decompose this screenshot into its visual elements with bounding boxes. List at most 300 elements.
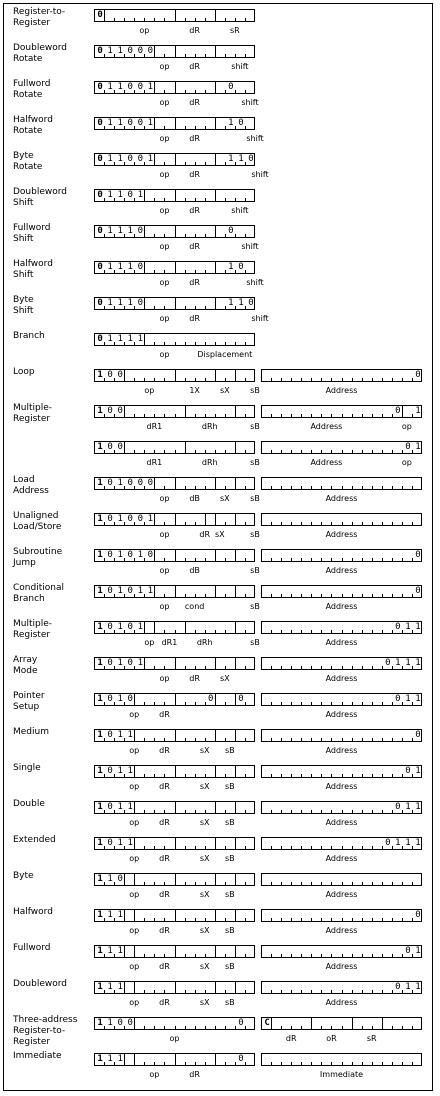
bit-tick — [321, 378, 322, 381]
field-divider — [215, 226, 216, 237]
field-divider — [235, 406, 236, 417]
bit-tick — [144, 882, 145, 885]
bit-tick — [342, 990, 343, 993]
format-name: Fullword — [13, 943, 51, 953]
opcode-bit: 0 — [107, 622, 113, 632]
bit-tick — [331, 1062, 332, 1065]
bit-tick — [362, 450, 363, 453]
bit-tick — [301, 846, 302, 849]
bit-tick — [245, 342, 246, 345]
opcode-bit: 1 — [97, 622, 103, 632]
opcode-bit: 1 — [117, 730, 123, 740]
format-name: Unaligned Load/Store — [13, 511, 62, 532]
field-divider — [175, 10, 176, 21]
format-word — [94, 693, 255, 706]
bit-tick — [154, 1062, 155, 1065]
bit-tick — [271, 846, 272, 849]
format-word — [94, 441, 255, 454]
fixed-bit: 1 — [405, 982, 411, 992]
bit-tick — [352, 666, 353, 669]
format-word — [94, 945, 255, 958]
opcode-bit: 1 — [107, 262, 113, 272]
opcode-bit: 0 — [127, 154, 133, 164]
bit-tick — [362, 1026, 363, 1029]
bit-tick — [342, 414, 343, 417]
opcode-bit: 1 — [117, 946, 123, 956]
field-label: sB — [250, 386, 260, 395]
bit-tick — [144, 450, 145, 453]
opcode-bit: 1 — [127, 730, 133, 740]
bit-tick — [321, 774, 322, 777]
field-label: sX — [214, 530, 225, 539]
bit-tick — [271, 702, 272, 705]
opcode-bit: 1 — [97, 730, 103, 740]
format-name: Doubleword — [13, 979, 68, 989]
bit-tick — [362, 882, 363, 885]
opcode-bit: 1 — [97, 550, 103, 560]
bit-tick — [245, 738, 246, 741]
format-table-frame — [3, 3, 433, 1091]
bit-tick — [321, 846, 322, 849]
bit-tick — [225, 1062, 226, 1065]
bit-tick — [154, 666, 155, 669]
bit-tick — [331, 882, 332, 885]
bit-tick — [331, 774, 332, 777]
format-word — [94, 837, 255, 850]
field-label: op — [169, 1034, 180, 1043]
opcode-bit: 0 — [97, 334, 103, 344]
opcode-bit: 1 — [117, 226, 123, 236]
field-label: sX — [199, 890, 210, 899]
format-word — [94, 765, 255, 778]
bit-tick — [382, 414, 383, 417]
field-divider — [175, 694, 176, 705]
bit-tick — [185, 594, 186, 597]
format-word — [261, 621, 422, 634]
field-label: sX — [199, 962, 210, 971]
bit-tick — [215, 450, 216, 453]
bit-tick — [154, 882, 155, 885]
format-name: Pointer Setup — [13, 691, 45, 712]
bit-tick — [392, 882, 393, 885]
format-word — [261, 765, 422, 778]
opcode-bit: 1 — [137, 550, 143, 560]
format-word — [94, 477, 255, 490]
bit-tick — [185, 702, 186, 705]
bit-tick — [164, 414, 165, 417]
format-word — [94, 585, 255, 598]
format-name: Halfword Rotate — [13, 115, 53, 136]
opcode-bit: 1 — [107, 82, 113, 92]
bit-tick — [291, 990, 292, 993]
format-name: Register-to- Register — [13, 7, 66, 28]
bit-tick — [164, 630, 165, 633]
bit-tick — [362, 630, 363, 633]
format-word — [261, 549, 422, 562]
format-name: Byte Shift — [13, 295, 34, 316]
opcode-bit: 0 — [137, 118, 143, 128]
bit-tick — [372, 414, 373, 417]
opcode-bit: 0 — [107, 550, 113, 560]
field-label: Address — [325, 602, 358, 611]
bit-tick — [352, 630, 353, 633]
field-divider — [235, 442, 236, 453]
bit-tick — [185, 486, 186, 489]
bit-tick — [352, 918, 353, 921]
bit-tick — [342, 774, 343, 777]
opcode-bit: 0 — [97, 298, 103, 308]
bit-tick — [301, 990, 302, 993]
format-word — [94, 1053, 255, 1066]
bit-tick — [311, 594, 312, 597]
field-divider — [134, 910, 135, 921]
bit-tick — [205, 234, 206, 237]
bit-tick — [281, 594, 282, 597]
format-name: Subroutine Jump — [13, 547, 63, 568]
bit-tick — [301, 522, 302, 525]
field-label: shift — [231, 206, 249, 215]
bit-tick — [382, 630, 383, 633]
bit-tick — [245, 594, 246, 597]
bit-tick — [352, 954, 353, 957]
bit-tick — [205, 846, 206, 849]
fixed-bit: 0 — [385, 838, 391, 848]
field-label: op — [129, 710, 140, 719]
bit-tick — [185, 882, 186, 885]
bit-tick — [164, 1026, 165, 1029]
bit-tick — [301, 630, 302, 633]
bit-tick — [402, 738, 403, 741]
bit-tick — [225, 198, 226, 201]
bit-tick — [164, 918, 165, 921]
bit-tick — [311, 882, 312, 885]
bit-tick — [342, 666, 343, 669]
fixed-bit: 0 — [405, 766, 411, 776]
format-name: Fullword Shift — [13, 223, 51, 244]
opcode-bit: 1 — [137, 190, 143, 200]
bit-tick — [245, 450, 246, 453]
format-word — [261, 693, 422, 706]
bit-tick — [185, 522, 186, 525]
bit-tick — [342, 378, 343, 381]
opcode-bit: 1 — [117, 190, 123, 200]
bit-tick — [195, 54, 196, 57]
bit-tick — [164, 54, 165, 57]
opcode-bit: 1 — [127, 298, 133, 308]
format-word — [261, 513, 422, 526]
opcode-bit: 1 — [117, 118, 123, 128]
field-divider — [175, 46, 176, 57]
opcode-bit: 0 — [147, 478, 154, 488]
bit-tick — [311, 378, 312, 381]
field-label: shift — [241, 98, 259, 107]
opcode-bit: 1 — [97, 766, 103, 776]
bit-tick — [321, 594, 322, 597]
field-label: Address — [325, 782, 358, 791]
opcode-bit: 0 — [127, 514, 133, 524]
bit-tick — [321, 450, 322, 453]
opcode-bit: 1 — [107, 118, 113, 128]
opcode-bit: 1 — [147, 118, 154, 128]
opcode-bit: 1 — [117, 802, 123, 812]
bit-tick — [195, 342, 196, 345]
bit-tick — [271, 666, 272, 669]
bit-tick — [134, 378, 135, 381]
bit-tick — [382, 954, 383, 957]
field-label: dR — [189, 242, 200, 251]
fixed-bit: 1 — [395, 838, 401, 848]
bit-tick — [392, 774, 393, 777]
bit-tick — [215, 342, 216, 345]
field-divider — [352, 1018, 353, 1029]
bit-tick — [372, 378, 373, 381]
opcode-bit: 0 — [137, 478, 143, 488]
bit-tick — [382, 594, 383, 597]
bit-tick — [195, 162, 196, 165]
opcode-bit: 0 — [117, 406, 123, 416]
field-divider — [175, 838, 176, 849]
bit-tick — [144, 1026, 145, 1029]
opcode-bit: 0 — [137, 154, 143, 164]
opcode-bit: 1 — [97, 910, 103, 920]
bit-tick — [331, 522, 332, 525]
field-label: dR — [189, 1070, 200, 1079]
bit-tick — [281, 954, 282, 957]
opcode-bit: 0 — [107, 514, 113, 524]
field-divider — [175, 946, 176, 957]
field-label: op — [129, 962, 140, 971]
bit-tick — [175, 1026, 176, 1029]
bit-tick — [342, 486, 343, 489]
field-label: sB — [250, 494, 260, 503]
bit-tick — [154, 270, 155, 273]
bit-tick — [372, 450, 373, 453]
field-divider — [175, 154, 176, 165]
field-label: shift — [246, 278, 264, 287]
bit-tick — [205, 486, 206, 489]
field-divider — [215, 802, 216, 813]
bit-tick — [392, 594, 393, 597]
bit-tick — [164, 234, 165, 237]
bit-tick — [392, 486, 393, 489]
bit-tick — [301, 738, 302, 741]
bit-tick — [144, 378, 145, 381]
opcode-bit: 0 — [137, 298, 143, 308]
field-label: dR — [189, 314, 200, 323]
bit-tick — [331, 954, 332, 957]
fixed-bit: 0 — [415, 370, 421, 380]
bit-tick — [382, 774, 383, 777]
fixed-bit: 0 — [415, 586, 421, 596]
bit-tick — [215, 1026, 216, 1029]
bit-tick — [164, 990, 165, 993]
format-name: Conditional Branch — [13, 583, 64, 604]
bit-tick — [301, 1062, 302, 1065]
bit-tick — [352, 738, 353, 741]
format-word — [261, 405, 422, 418]
opcode-bit: 1 — [127, 838, 133, 848]
field-label: dRh — [201, 458, 218, 467]
bit-tick — [281, 666, 282, 669]
bit-tick — [342, 558, 343, 561]
field-label: sX — [199, 926, 210, 935]
fixed-bit: 0 — [248, 298, 254, 308]
bit-tick — [281, 486, 282, 489]
bit-tick — [372, 738, 373, 741]
bit-tick — [331, 846, 332, 849]
field-label: op — [159, 566, 170, 575]
bit-tick — [392, 738, 393, 741]
bit-tick — [164, 738, 165, 741]
bit-tick — [164, 702, 165, 705]
bit-tick — [321, 522, 322, 525]
bit-tick — [331, 558, 332, 561]
bit-tick — [154, 306, 155, 309]
format-word — [94, 549, 255, 562]
opcode-bit: 1 — [117, 658, 123, 668]
bit-tick — [321, 1062, 322, 1065]
bit-tick — [154, 198, 155, 201]
field-divider — [175, 1054, 176, 1065]
field-divider — [205, 514, 206, 525]
field-label: op — [159, 134, 170, 143]
opcode-bit: 1 — [97, 802, 103, 812]
bit-tick — [205, 666, 206, 669]
bit-tick — [291, 558, 292, 561]
opcode-bit: 1 — [117, 550, 123, 560]
bit-tick — [331, 594, 332, 597]
opcode-bit: 1 — [107, 46, 113, 56]
bit-tick — [245, 846, 246, 849]
bit-tick — [225, 450, 226, 453]
bit-tick — [245, 990, 246, 993]
bit-tick — [301, 702, 302, 705]
opcode-bit: 0 — [127, 586, 133, 596]
format-name: Loop — [13, 367, 35, 377]
bit-tick — [281, 414, 282, 417]
opcode-bit: 0 — [147, 46, 154, 56]
field-label: dR — [159, 710, 170, 719]
field-label: sB — [225, 926, 235, 935]
bit-tick — [291, 738, 292, 741]
opcode-bit: 1 — [107, 1054, 113, 1064]
bit-tick — [235, 18, 236, 21]
field-divider — [175, 658, 176, 669]
field-label: op — [159, 674, 170, 683]
bit-tick — [331, 702, 332, 705]
bit-tick — [331, 378, 332, 381]
bit-tick — [134, 414, 135, 417]
bit-tick — [154, 18, 155, 21]
bit-tick — [372, 954, 373, 957]
fixed-bit: 0 — [385, 658, 391, 668]
field-divider — [235, 514, 236, 525]
bit-tick — [331, 918, 332, 921]
format-name: Medium — [13, 727, 49, 737]
opcode-bit: 0 — [97, 190, 103, 200]
bit-tick — [311, 702, 312, 705]
bit-tick — [205, 162, 206, 165]
bit-tick — [225, 702, 226, 705]
bit-tick — [215, 414, 216, 417]
field-label: op — [401, 458, 412, 467]
bit-tick — [311, 990, 312, 993]
fixed-bit: 1 — [405, 658, 411, 668]
bit-tick — [134, 450, 135, 453]
bit-tick — [402, 522, 403, 525]
bit-tick — [362, 954, 363, 957]
opcode-bit: 0 — [127, 550, 133, 560]
opcode-bit: 1 — [147, 514, 154, 524]
bit-tick — [164, 882, 165, 885]
field-label: sB — [250, 422, 260, 431]
bit-tick — [281, 450, 282, 453]
bit-tick — [205, 558, 206, 561]
fixed-bit: 0 — [248, 154, 254, 164]
bit-tick — [321, 738, 322, 741]
field-label: Address — [325, 998, 358, 1007]
bit-tick — [225, 918, 226, 921]
opcode-bit: 1 — [127, 802, 133, 812]
opcode-bit: 1 — [127, 226, 133, 236]
opcode-bit: 1 — [137, 622, 143, 632]
field-divider — [235, 874, 236, 885]
bit-tick — [301, 378, 302, 381]
field-label: dR — [159, 782, 170, 791]
opcode-bit: C — [264, 1018, 270, 1028]
bit-tick — [382, 918, 383, 921]
bit-tick — [342, 1026, 343, 1029]
format-name: Doubleword Shift — [13, 187, 68, 208]
opcode-bit: 0 — [107, 370, 113, 380]
bit-tick — [362, 846, 363, 849]
bit-tick — [342, 522, 343, 525]
field-label: sX — [199, 854, 210, 863]
fixed-bit: 0 — [238, 262, 244, 272]
field-divider — [215, 766, 216, 777]
bit-tick — [205, 414, 206, 417]
bit-tick — [205, 54, 206, 57]
bit-tick — [291, 882, 292, 885]
format-word — [94, 873, 255, 886]
fixed-bit: 1 — [405, 838, 411, 848]
bit-tick — [164, 558, 165, 561]
bit-tick — [164, 522, 165, 525]
field-label: Address — [325, 854, 358, 863]
opcode-bit: 0 — [97, 10, 103, 20]
bit-tick — [225, 846, 226, 849]
field-label: sX — [199, 782, 210, 791]
field-divider — [215, 730, 216, 741]
bit-tick — [301, 918, 302, 921]
fixed-bit: 1 — [395, 658, 401, 668]
bit-tick — [291, 414, 292, 417]
bit-tick — [245, 666, 246, 669]
field-divider — [175, 262, 176, 273]
fixed-bit: 1 — [405, 622, 411, 632]
field-divider — [235, 802, 236, 813]
field-divider — [215, 190, 216, 201]
bit-tick — [342, 702, 343, 705]
opcode-bit: 0 — [97, 262, 103, 272]
bit-tick — [245, 198, 246, 201]
bit-tick — [402, 594, 403, 597]
opcode-bit: 1 — [147, 82, 154, 92]
opcode-bit: 1 — [97, 982, 103, 992]
bit-tick — [342, 954, 343, 957]
bit-tick — [301, 774, 302, 777]
bit-tick — [331, 738, 332, 741]
